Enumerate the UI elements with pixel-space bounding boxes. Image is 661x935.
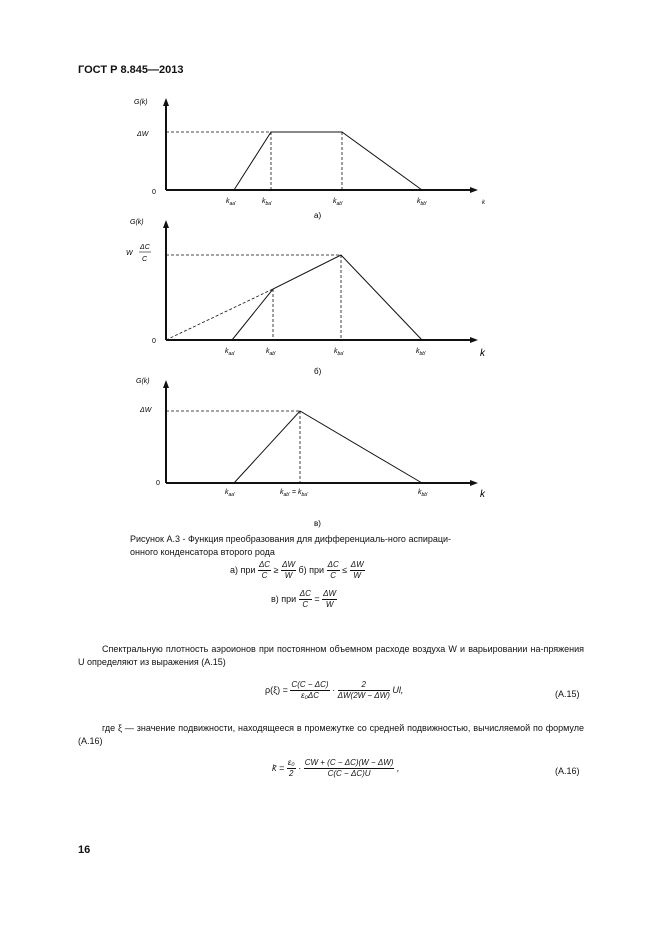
- caption-line-2: онного конденсатора второго рода: [130, 547, 275, 557]
- chart-a-tick-4: $k_{bb'}$: [417, 198, 428, 207]
- chart-c-function-line: [234, 411, 422, 483]
- chart-b-y-arrow: [163, 220, 169, 228]
- chart-a-x-arrow: [470, 187, 478, 193]
- eq16-lhs: k̄ =: [272, 762, 285, 773]
- equation-a16: [272, 758, 399, 779]
- condition-c-rel: =: [314, 593, 320, 604]
- equation-a16-number: (А.16): [555, 766, 580, 776]
- chart-b-ytick-den: C: [142, 256, 148, 263]
- chart-b-origin-dash: [166, 289, 273, 340]
- condition-a-rel: ≥: [273, 564, 279, 575]
- condition-c-label: в) при: [271, 593, 297, 604]
- eq15-frac-1: $\frac{C(C - \Delta C)}{\text{ε₀ΔC}}$: [291, 680, 329, 700]
- chart-a-xlabel: k: [482, 200, 485, 206]
- condition-a-frac-c: $\frac{\Delta C}{C}$: [258, 560, 271, 580]
- chart-a-tick-2: $k_{ba'}$: [262, 198, 273, 207]
- eq16-tail: ,: [396, 762, 400, 773]
- condition-a-frac-w: $\frac{\Delta W}{W}$: [282, 560, 295, 580]
- paragraph-1: Спектральную плотность аэроионов при постоянном объемном расходе воздуха W и варьировании на-пряжения U определяют из выражения (А.15): [78, 644, 584, 667]
- chart-b-tick-2: $k_{ab'}$: [266, 348, 277, 357]
- chart-b: [110, 214, 500, 379]
- condition-b-rel: ≤: [342, 564, 348, 575]
- condition-c: [271, 589, 337, 610]
- document-header: ГОСТ Р 8.845—2013: [78, 64, 184, 76]
- chart-c-zero: 0: [156, 480, 160, 487]
- chart-b-tick-1: $k_{aa'}$: [225, 348, 236, 357]
- eq16-frac-2: $\frac{CW + (C - \Delta C)(W - \Delta W)}{C(C - \Delta C)U}$: [304, 758, 394, 778]
- eq15-tail: Ul,: [392, 684, 404, 695]
- eq16-dot: ·: [298, 762, 302, 773]
- chart-c-ytick: ΔW: [140, 407, 152, 414]
- chart-b-zero: 0: [152, 338, 156, 345]
- chart-b-tick-3: $k_{ba'}$: [334, 348, 345, 357]
- eq16-frac-1: $\frac{\text{ε₀}}{2}$: [287, 758, 295, 778]
- paragraph-2: где ξ — значение подвижности, находящееся в промежутке со средней подвижностью, вычисляемой по формуле (А.16): [78, 723, 584, 746]
- chart-a-ytick: ΔW: [137, 131, 149, 138]
- chart-b-function-line: [232, 255, 422, 340]
- caption-line-1: Рисунок А.3 - Функция преобразования для дифференциаль-ного аспираци-: [130, 534, 452, 544]
- chart-c-ylabel: G(k): [136, 378, 150, 385]
- chart-b-tick-4: $k_{bb'}$: [416, 348, 427, 357]
- chart-c-tick-3: $k_{bb'}$: [418, 489, 429, 498]
- equation-a15: [265, 680, 403, 701]
- condition-c-frac-w: $\frac{\Delta W}{W}$: [323, 589, 337, 609]
- chart-b-ytick-num: ΔC: [140, 244, 150, 251]
- eq15-lhs: ρ(ξ) =: [265, 684, 288, 695]
- chart-a-tick-1: $k_{aa'}$: [226, 198, 237, 207]
- condition-b-frac-w: $\frac{\Delta W}{W}$: [350, 560, 364, 580]
- chart-a-y-arrow: [163, 98, 169, 106]
- eq15-frac-2: $\frac{2}{\Delta W(2W - \Delta W)}$: [337, 680, 390, 700]
- chart-a-ylabel: G(k): [134, 99, 148, 106]
- page-number: 16: [78, 844, 91, 856]
- chart-b-x-arrow: [470, 337, 478, 343]
- chart-a-zero: 0: [152, 189, 156, 196]
- condition-b-label: б) при: [298, 564, 325, 575]
- condition-c-frac-c: $\frac{\Delta C}{C}$: [299, 589, 311, 609]
- chart-c-xlabel: k: [480, 489, 485, 500]
- eq15-dot: ·: [332, 684, 336, 695]
- chart-a-tick-3: $k_{ab'}$: [333, 198, 344, 207]
- condition-a-label: а) при: [230, 564, 256, 575]
- chart-c-tick-2: $k_{ab'} = k_{ba'}$: [280, 489, 309, 498]
- chart-a: [110, 92, 500, 222]
- chart-b-ytick-w: W: [126, 250, 133, 257]
- chart-c-x-arrow: [470, 480, 478, 486]
- chart-a-function-line: [234, 132, 422, 190]
- chart-a-panel-label: а): [314, 211, 322, 220]
- chart-b-panel-label: б): [314, 367, 322, 376]
- figure-caption: [130, 533, 510, 559]
- chart-c-y-arrow: [163, 380, 169, 388]
- chart-c-panel-label: в): [314, 519, 321, 528]
- chart-b-xlabel: k: [480, 348, 485, 359]
- condition-a-b: [230, 560, 365, 581]
- chart-c: [110, 370, 500, 530]
- equation-a15-number: (А.15): [555, 689, 580, 699]
- chart-c-tick-1: $k_{aa'}$: [225, 489, 236, 498]
- condition-b-frac-c: $\frac{\Delta C}{C}$: [327, 560, 339, 580]
- chart-b-ylabel: G(k): [130, 219, 144, 226]
